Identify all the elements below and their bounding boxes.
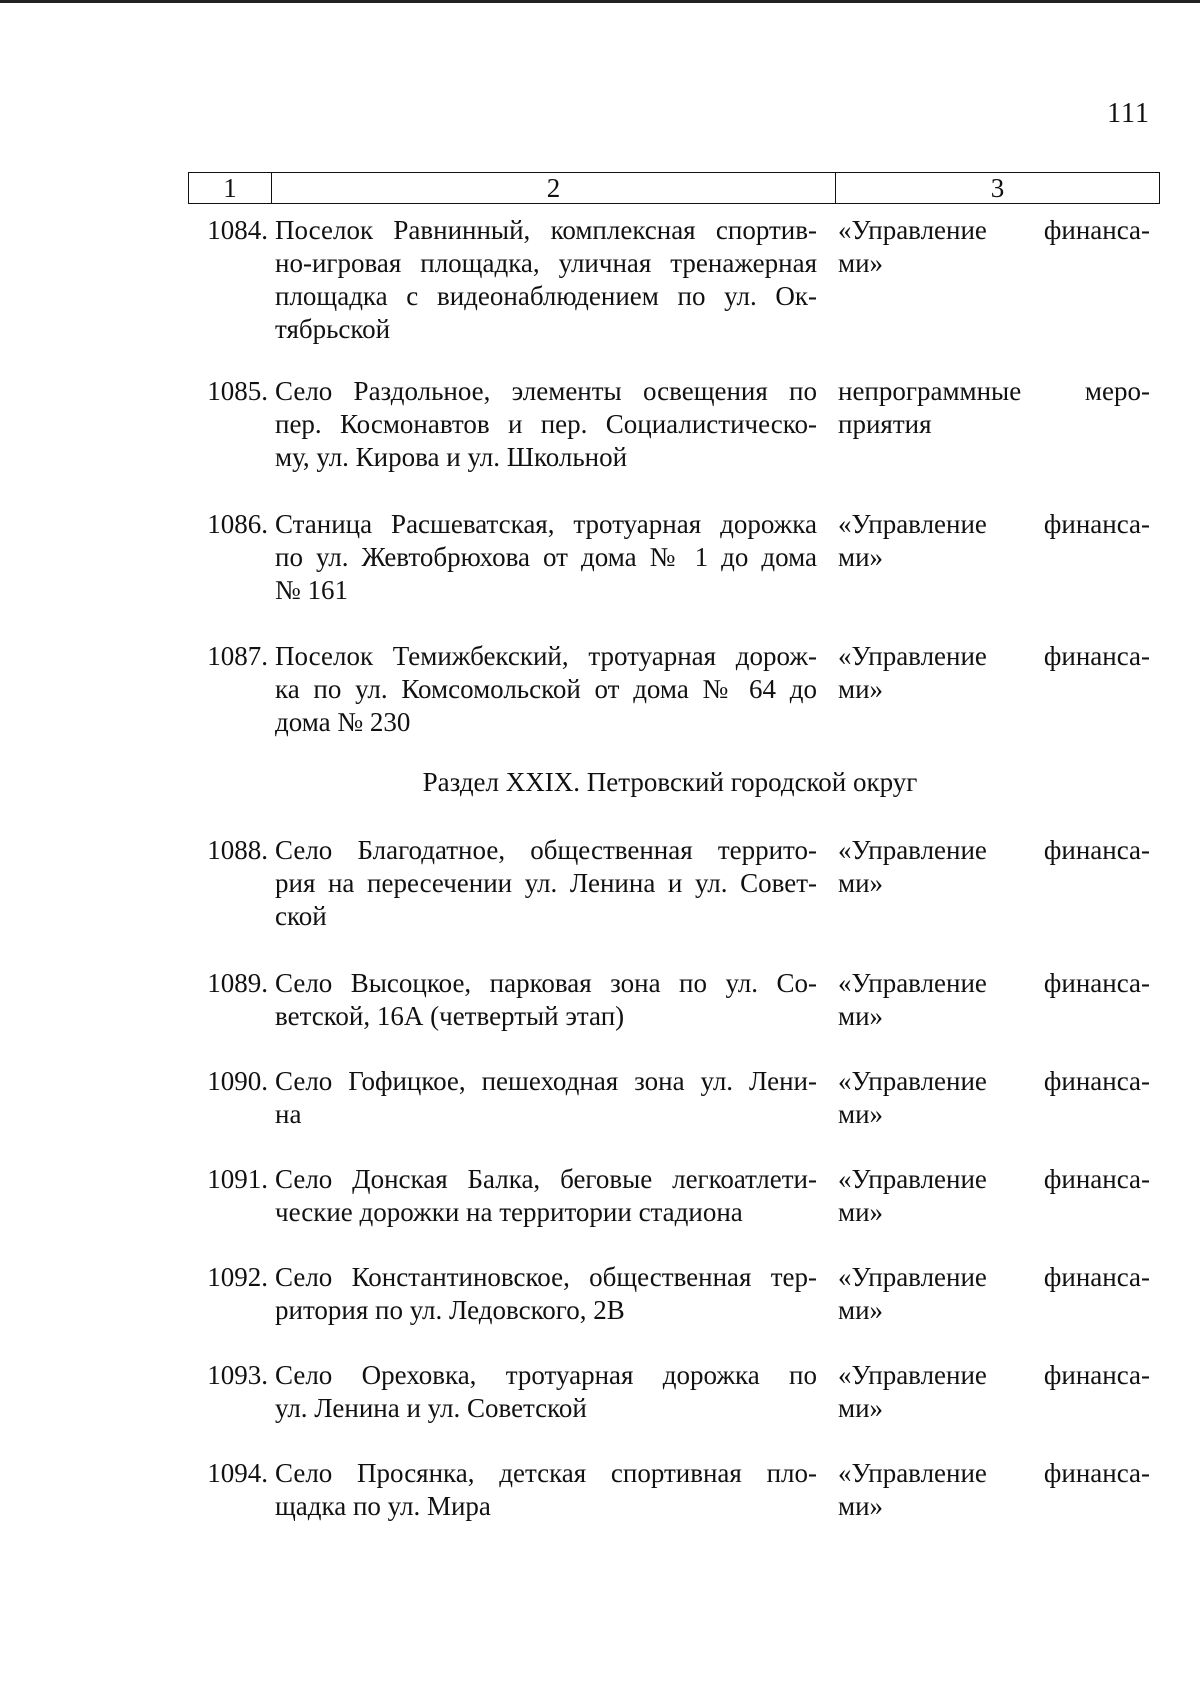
description-line: площадка с видеонаблюдением по ул. Ок- — [275, 281, 817, 311]
row-responsible — [838, 1359, 1150, 1425]
row-description — [275, 834, 817, 933]
description-line: ка по ул. Комсомольской от дома № 64 до — [275, 674, 817, 704]
description-line: му, ул. Кирова и ул. Школьной — [275, 442, 628, 472]
row-description — [275, 508, 817, 607]
description-line: пер. Космонавтов и пер. Социалистическо- — [275, 409, 817, 439]
row-number: 1085. — [207, 376, 268, 406]
description-line: Село Высоцкое, парковая зона по ул. Со- — [275, 968, 817, 998]
description-line: Село Благодатное, общественная террито- — [275, 835, 817, 865]
responsible-line: непрограммные меро- — [838, 376, 1150, 406]
row-description — [275, 1261, 817, 1327]
row-number: 1093. — [207, 1360, 268, 1390]
description-line: но-игровая площадка, уличная тренажерная — [275, 248, 817, 278]
description-line: ул. Ленина и ул. Советской — [275, 1393, 587, 1423]
row-responsible — [838, 375, 1150, 441]
row-responsible — [838, 1261, 1150, 1327]
row-number: 1091. — [207, 1164, 268, 1194]
responsible-line: ми» — [838, 868, 884, 898]
row-responsible — [838, 1163, 1150, 1229]
row-responsible — [838, 1065, 1150, 1131]
responsible-line: ми» — [838, 1393, 884, 1423]
description-line: Село Константиновское, общественная тер- — [275, 1262, 817, 1292]
responsible-line: ми» — [838, 1295, 884, 1325]
description-line: ветской, 16А (четвертый этап) — [275, 1001, 625, 1031]
description-line: рия на пересечении ул. Ленина и ул. Совет- — [275, 868, 817, 898]
description-line: ской — [275, 901, 327, 931]
responsible-line: «Управление финанса- — [838, 215, 1150, 245]
responsible-line: «Управление финанса- — [838, 1066, 1150, 1096]
responsible-line: «Управление финанса- — [838, 1164, 1150, 1194]
responsible-line: «Управление финанса- — [838, 509, 1150, 539]
row-description — [275, 214, 817, 346]
description-line: щадка по ул. Мира — [275, 1491, 491, 1521]
description-line: на — [275, 1099, 302, 1129]
description-line: Село Раздольное, элементы освещения по — [275, 376, 817, 406]
responsible-line: «Управление финанса- — [838, 1458, 1150, 1488]
row-number: 1084. — [207, 215, 268, 245]
responsible-line: «Управление финанса- — [838, 835, 1150, 865]
row-description — [275, 1359, 817, 1425]
row-responsible — [838, 1457, 1150, 1523]
top-rule — [0, 0, 1200, 3]
row-description — [275, 1163, 817, 1229]
description-line: Поселок Темижбекский, тротуарная дорож- — [275, 641, 817, 671]
row-number: 1092. — [207, 1262, 268, 1292]
row-responsible — [838, 214, 1150, 280]
responsible-line: ми» — [838, 1491, 884, 1521]
row-description — [275, 640, 817, 739]
description-line: Село Ореховка, тротуарная дорожка по — [275, 1360, 817, 1390]
responsible-line: «Управление финанса- — [838, 1360, 1150, 1390]
description-line: ритория по ул. Ледовского, 2В — [275, 1295, 625, 1325]
row-number: 1088. — [207, 835, 268, 865]
row-description — [275, 1065, 817, 1131]
responsible-line: «Управление финанса- — [838, 1262, 1150, 1292]
row-number: 1094. — [207, 1458, 268, 1488]
row-number: 1087. — [207, 641, 268, 671]
responsible-line: «Управление финанса- — [838, 641, 1150, 671]
responsible-line: «Управление финанса- — [838, 968, 1150, 998]
header-col-2: 2 — [272, 173, 836, 203]
responsible-line: ми» — [838, 674, 884, 704]
description-line: Село Гофицкое, пешеходная зона ул. Лени- — [275, 1066, 817, 1096]
description-line: Село Просянка, детская спортивная пло- — [275, 1458, 817, 1488]
responsible-line: ми» — [838, 542, 884, 572]
table-header — [188, 172, 1160, 204]
section-heading: Раздел XXIX. Петровский городской округ — [422, 767, 918, 797]
row-responsible — [838, 508, 1150, 574]
description-line: Станица Расшеватская, тротуарная дорожка — [275, 509, 817, 539]
description-line: тябрьской — [275, 314, 391, 344]
responsible-line: приятия — [838, 409, 932, 439]
header-col-1: 1 — [189, 173, 272, 203]
row-description — [275, 1457, 817, 1523]
header-col-3: 3 — [990, 172, 1005, 203]
responsible-line: ми» — [838, 1197, 884, 1227]
row-responsible — [838, 967, 1150, 1033]
description-line: дома № 230 — [275, 707, 411, 737]
description-line: Поселок Равнинный, комплексная спортив- — [275, 215, 817, 245]
row-number: 1090. — [207, 1066, 268, 1096]
description-line: ческие дорожки на территории стадиона — [275, 1197, 743, 1227]
page-number: 111 — [1107, 98, 1150, 129]
row-responsible — [838, 834, 1150, 900]
description-line: № 161 — [275, 575, 349, 605]
row-description — [275, 375, 817, 474]
responsible-line: ми» — [838, 1001, 884, 1031]
row-number: 1086. — [207, 509, 268, 539]
description-line: Село Донская Балка, беговые легкоатлети- — [275, 1164, 817, 1194]
row-description — [275, 967, 817, 1033]
description-line: по ул. Жевтобрюхова от дома № 1 до дома — [275, 542, 817, 572]
row-number: 1089. — [207, 968, 268, 998]
row-responsible — [838, 640, 1150, 706]
responsible-line: ми» — [838, 1099, 884, 1129]
responsible-line: ми» — [838, 248, 884, 278]
